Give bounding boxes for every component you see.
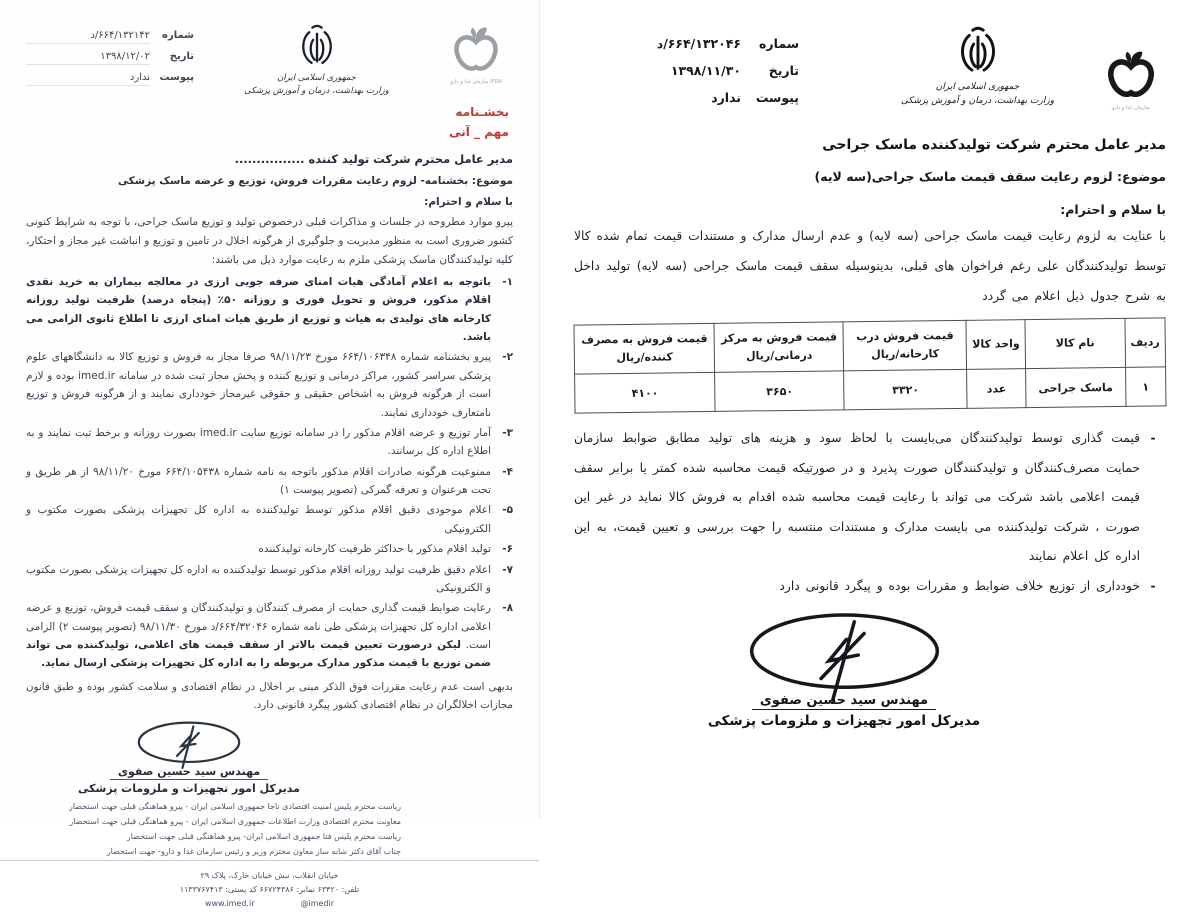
list-item bbox=[26, 540, 513, 558]
list-item bbox=[26, 424, 513, 461]
number-label: سماره bbox=[759, 36, 799, 51]
cc-list bbox=[26, 799, 513, 860]
salutation-line: با سلام و احترام: bbox=[424, 196, 513, 209]
item-text: اعلام موجودی دقیق اقلام مذکور توسط تولیدکننده به اداره کل تجهیزات پزشکی بصورت مکتوب و الکترونیکی bbox=[26, 504, 491, 535]
date-label: تاریخ bbox=[169, 51, 194, 62]
meta-date-row bbox=[574, 63, 799, 80]
bullet-text: قیمت گذاری توسط تولیدکنندگان می‌بایست با لحاظ سود و هزینه های تولید مطابق ضوابط سازمان حمایت مصرف‌کنندگان و تولیدکنندگان صورت پذیرد و در صورتیکه قیمت محاسبه شده کمتر یا برابر سقف قیمت اعلامی باشد شرکت می تواند با رعایت قیمت محاسبه شده اقدام به فروش کالا نماید در غیر این صورت ، شرکت تولیدکننده می بایست مدارک و مستندات منتسبه را جهت بررسی و تعیین قیمت، به این اداره کل اعلام نمایند bbox=[574, 431, 1140, 564]
signer-name: مهندس سید حسین صفوی bbox=[752, 693, 936, 710]
right-meta-block bbox=[574, 36, 799, 117]
attachment-label: پیوست bbox=[755, 90, 799, 105]
subject-line: موضوع: لزوم رعایت سقف قیمت ماسک جراحی(سه لایه) bbox=[814, 169, 1166, 184]
bullet-text: خودداری از توزیع خلاف ضوابط و مقررات بوده و پیگرد قانونی دارد bbox=[779, 578, 1140, 593]
intro-paragraph: پیرو موارد مطروحه در جلسات و مذاکرات قبلی درخصوص تولید و توزیع ماسک جراحی، با توجه به شرایط کنونی کشور ضروری است به منظور مدیریت و جلوگیری از هرگونه اخلال در تامین و توزیع و انباشت غیر مجاز و احتکار، کلیه تولیدکنندگان ماسک پزشکی ملزم به رعایت موارد ذیل می باشند: bbox=[26, 216, 513, 267]
price-ceiling-table bbox=[573, 318, 1166, 414]
attachment-label: پیوست bbox=[159, 72, 194, 83]
cell-consumer-price: ۴۱۰۰ bbox=[575, 373, 716, 414]
meta-attachment-row bbox=[574, 90, 799, 107]
ifda-logo-block bbox=[439, 20, 513, 85]
cell-clinic-price: ۳۶۵۰ bbox=[715, 371, 844, 412]
item-number: ۷- bbox=[502, 563, 513, 576]
circular-stamp bbox=[26, 102, 509, 143]
item-number: ۸- bbox=[502, 602, 513, 615]
item-text-bold: لیکن درصورت تعیین قیمت بالاتر از سقف قیمت های اعلامی، تولیدکننده می تواند ضمن توزیع با قیمت مذکور مدارک مربوطه را به اداره کل تجهیزات پزشکی ارسال نماید. bbox=[26, 639, 491, 670]
col-factory-price: قیمت فروش درب کارخانه/ریال bbox=[843, 321, 967, 371]
closing-paragraph: بدیهی است عدم رعایت مقررات فوق الذکر مبنی بر اخلال در نظام اقتصادی و سلامت کشور بوده و طبق قانون مجازات اخلالگران در نظام اقتصادی کشور پیگرد قانونی دارد. bbox=[26, 680, 513, 711]
table-header-row bbox=[574, 318, 1166, 374]
item-text bbox=[26, 599, 491, 673]
item-number: ۶- bbox=[502, 543, 513, 556]
footer-website: www.imed.ir bbox=[204, 899, 255, 909]
list-item bbox=[26, 348, 513, 422]
meta-date-row bbox=[26, 51, 194, 65]
list-item bbox=[26, 599, 513, 673]
signer-title: مدیرکل امور تجهیزات و ملزومات پزشکی bbox=[78, 781, 300, 795]
right-letter-page bbox=[540, 0, 1200, 819]
item-text: باتوجه به اعلام آمادگی هیات امنای صرفه جویی ارزی در معالجه بیماران به خرید نقدی اقلام مذکور، فروش و تحویل فوری و روزانه ۵۰٪ (پنجاه درصد) ظرفیت تولید روزانه کارخانه های تولیدی به هیات و توزیع از طریق هیات امنای ارزی تا اطلاع ثانوی الزامی می باشد. bbox=[26, 275, 491, 344]
cc-line: ریاست محترم پلیس امنیت اقتصادی ناجا جمهوری اسلامی ایران - پیرو هماهنگی قبلی جهت استحضار bbox=[68, 801, 401, 811]
bullet-marker: - bbox=[1150, 578, 1156, 593]
date-label: تاریخ bbox=[768, 63, 799, 78]
item-text: تولید اقلام مذکور با حداکثر ظرفیت کارخانه تولیدکننده bbox=[258, 543, 491, 556]
number-label: شماره bbox=[162, 30, 194, 41]
item-text: ممنوعیت هرگونه صادرات اقلام مذکور باتوجه به نامه شماره ۶۶۴/۱۰۵۴۳۸ مورخ ۹۸/۱۱/۲۰ از هر طریق و تحت هرعنوان و تعرفه گمرکی (تصویر پیوست ۱) bbox=[26, 465, 491, 497]
cell-factory-price: ۳۳۲۰ bbox=[844, 370, 968, 411]
table-row bbox=[575, 367, 1166, 413]
signature-block bbox=[684, 607, 1004, 729]
cell-unit: عدد bbox=[967, 369, 1026, 409]
meta-number-row bbox=[26, 30, 194, 44]
item-text: پیرو بخشنامه شماره ۶۶۴/۱۰۶۳۴۸ مورخ ۹۸/۱۱/۲۳ صرفا مجاز به فروش و توزیع کالا به دانشگاههای علوم پزشکی سراسر کشور، مراکز درمانی و توزیع کننده و پخش مجاز ثبت شده در سامانه imed.ir بوده و لازم است از هرگونه فروش به اشخاص حقیقی و حقوقی غیرمجاز خودداری نمایند و از هرگونه فروش و توزیع نامتعارف خودداری نمایند. bbox=[26, 351, 492, 419]
item-number: ۴- bbox=[502, 465, 513, 478]
left-meta-block bbox=[26, 30, 194, 93]
number-value: ۶۶۴/۱۳۲۱۴۲/د bbox=[26, 30, 150, 44]
signer-title: مدیرکل امور تجهیزات و ملزومات پزشکی bbox=[707, 713, 981, 730]
meta-attachment-row bbox=[26, 72, 194, 86]
date-value: ۱۳۹۸/۱۱/۳۰ bbox=[670, 63, 741, 78]
emblem-country-line: جمهوری اسلامی ایران bbox=[277, 73, 356, 83]
cc-line: ریاست محترم پلیس فتا جمهوری اسلامی ایران- پیرو هماهنگی قبلی جهت استحضار bbox=[126, 832, 401, 842]
bullet-item bbox=[574, 424, 1166, 572]
bullet-marker: - bbox=[1150, 431, 1156, 446]
emblem-country-line: جمهوری اسلامی ایران bbox=[935, 82, 1020, 92]
col-row-number: ردیف bbox=[1125, 318, 1166, 367]
item-number: ۱- bbox=[502, 275, 513, 288]
col-unit: واحد کالا bbox=[966, 320, 1025, 370]
stamp-line-important: مهم _ آنی bbox=[449, 124, 509, 139]
date-value: ۱۳۹۸/۱۲/۰۲ bbox=[26, 51, 150, 65]
attachment-value: ندارد bbox=[26, 72, 150, 86]
col-clinic-price: قیمت فروش به مرکز درمانی/ریال bbox=[714, 322, 843, 373]
iran-coat-of-arms-icon bbox=[952, 22, 1004, 80]
number-value: ۶۶۴/۱۳۲۰۴۶/د bbox=[656, 36, 741, 51]
item-text-normal: رعایت ضوابط قیمت گذاری حمایت از مصرف کنندگان و تولیدکنندگان و سقف قیمت فروش، توزیع و عرضه اعلامی اداره کل تجهیزات پزشکی طی نامه شماره ۶۶۴/۳۲۰۴۶/د مورخ ۹۸/۱۱/۳۰ (تصویر پیوست ۲) الزامی است. bbox=[26, 602, 491, 652]
iran-emblem-block bbox=[242, 20, 392, 98]
subject-line: موضوع: بخشنامه- لزوم رعایت مقررات فروش، توزیع و عرضه ماسک پزشکی bbox=[118, 175, 513, 188]
right-letterhead bbox=[574, 22, 1166, 117]
item-text: آمار توزیع و عرضه اقلام مذکور را در سامانه توزیع سایت imed.ir بصورت روزانه و برخط ثبت نمایند و به اطلاع اداره کل برسانند. bbox=[26, 426, 491, 458]
item-number: ۵- bbox=[502, 504, 513, 517]
meta-number-row bbox=[574, 36, 799, 53]
recipient-line: مدیر عامل محترم شرکت تولید کننده ................ bbox=[234, 152, 513, 167]
list-item bbox=[26, 463, 513, 500]
ifda-logo-caption: سازمان غذا و دارو IFDA bbox=[450, 79, 502, 85]
recipient-line: مدیر عامل محترم شرکت تولیدکننده ماسک جراحی bbox=[822, 137, 1166, 153]
attachment-value: ندارد bbox=[711, 90, 741, 105]
footer-contact: تلفن: ۶۳۴۲۰ نمابر: ۶۶۷۲۴۳۸۶ کد پستی: ۱۱۳۳۷۶۷۴۱۳ bbox=[179, 885, 360, 894]
left-letterhead bbox=[26, 20, 513, 98]
salutation-line: با سلام و احترام: bbox=[1060, 202, 1166, 217]
ifda-apple-logo-icon bbox=[449, 24, 503, 78]
item-number: ۳- bbox=[502, 426, 513, 439]
emblem-ministry-line: وزارت بهداشت، درمان و آموزش پزشکی bbox=[244, 85, 389, 96]
ifda-logo-block bbox=[1096, 48, 1166, 111]
cell-product-name: ماسک جراحی bbox=[1026, 368, 1126, 408]
iran-emblem-block bbox=[893, 22, 1063, 109]
cc-line: جناب آقای دکتر شانه ساز معاون محترم وزیر و رئیس سازمان غذا و دارو- جهت استحضار bbox=[106, 847, 401, 857]
list-item bbox=[26, 561, 513, 598]
list-item bbox=[26, 273, 513, 347]
list-item bbox=[26, 501, 513, 538]
numbered-items-list bbox=[26, 273, 513, 675]
col-product-name: نام کالا bbox=[1025, 319, 1125, 369]
cc-line: معاونت محترم اقتصادی وزارت اطلاعات جمهوری اسلامی ایران - پیرو هماهنگی قبلی جهت استحضار bbox=[69, 817, 401, 827]
item-text: اعلام دقیق ظرفیت تولید روزانه اقلام مذکور توسط تولیدکننده به اداره کل تجهیزات پزشکی بصورت مکتوب و الکترونیکی bbox=[26, 563, 491, 594]
footer-address: خیابان انقلاب، نبش خیابان خارک، پلاک ۲۹ bbox=[200, 870, 339, 880]
bullet-item bbox=[574, 572, 1166, 602]
signer-name: مهندس سید حسین صفوی bbox=[110, 765, 268, 780]
iran-coat-of-arms-icon bbox=[294, 20, 340, 72]
col-consumer-price: قیمت فروش به مصرف کننده/ریال bbox=[574, 324, 715, 375]
footer-social-handle: @imedir bbox=[300, 899, 335, 909]
left-letter-page bbox=[0, 0, 540, 909]
cell-row-number: ۱ bbox=[1125, 367, 1166, 406]
stamp-line-bakhshname: بخشـنامه bbox=[455, 104, 509, 119]
letter-footer bbox=[0, 860, 539, 918]
ifda-logo-caption: سازمان غذا و دارو bbox=[1111, 105, 1151, 111]
intro-paragraph: با عنایت به لزوم رعایت قیمت ماسک جراحی (سه لایه) و عدم ارسال مدارک و مستندات قیمت تمام شده کالا توسط تولیدکنندگان علی رغم فراخوان های قبلی، بدینوسیله سقف قیمت ماسک جراحی (سه لایه) تولید داخل به شرح جدول ذیل اعلام می گردد bbox=[574, 229, 1166, 304]
bullet-list bbox=[574, 424, 1166, 601]
ifda-apple-logo-icon bbox=[1103, 48, 1159, 104]
signature-block bbox=[54, 716, 324, 795]
item-number: ۲- bbox=[502, 351, 513, 364]
emblem-ministry-line: وزارت بهداشت، درمان و آموزش پزشکی bbox=[900, 96, 1055, 107]
